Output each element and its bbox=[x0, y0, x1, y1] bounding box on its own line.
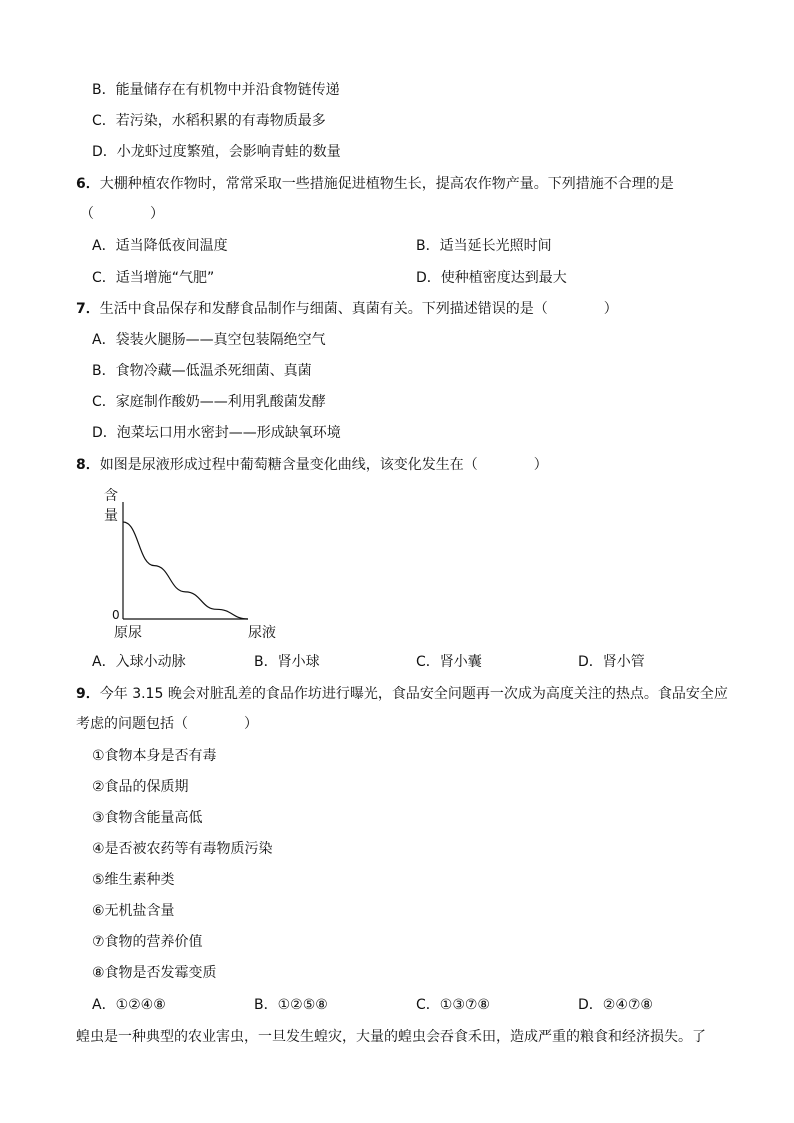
q9-option-a: A．①②④⑧ bbox=[92, 997, 166, 1013]
q9-option-b: B．①②⑤⑧ bbox=[254, 997, 328, 1013]
q6-options-row-2 bbox=[92, 268, 772, 288]
q9-stem-line2: 考虑的问题包括（ ） bbox=[76, 716, 258, 732]
glucose-curve-line bbox=[123, 522, 248, 619]
passage-text: 蝗虫是一种典型的农业害虫，一旦发生蝗灾，大量的蝗虫会吞食禾田，造成严重的粮食和经济损失。了 bbox=[76, 1029, 706, 1045]
q9-stem-text: 今年 3.15 晚会对脏乱差的食品作坊进行曝光，食品安全问题再一次成为高度关注的热点。食品安全应 bbox=[99, 686, 728, 702]
glucose-curve-chart bbox=[98, 486, 298, 644]
q6-stem-text: 大棚种植农作物时，常常采取一些措施促进植物生长，提高农作物产量。下列措施不合理的是 bbox=[99, 176, 674, 192]
q9-number: 9． bbox=[76, 686, 100, 702]
q7-option-b: B．食物冷藏—低温杀死细菌、真菌 bbox=[92, 363, 312, 379]
q8-options-row bbox=[92, 652, 772, 672]
chart-xlabel-start: 原尿 bbox=[114, 625, 142, 641]
chart-ylabel-bottom: 量 bbox=[104, 508, 118, 524]
q6-options-row-1 bbox=[92, 236, 772, 256]
q9-item-5: ⑤维生素种类 bbox=[92, 872, 175, 888]
q8-number: 8． bbox=[76, 457, 100, 473]
q8-option-a: A．入球小动脉 bbox=[92, 654, 186, 670]
chart-ylabel-top: 含 bbox=[104, 488, 118, 504]
chart-xlabel-end: 尿液 bbox=[248, 625, 276, 641]
q8-option-d: D．肾小管 bbox=[578, 654, 645, 670]
q7-option-d: D．泡菜坛口用水密封——形成缺氧环境 bbox=[92, 425, 341, 441]
q6-option-d: D．使种植密度达到最大 bbox=[416, 270, 567, 286]
q9-item-2: ②食品的保质期 bbox=[92, 779, 189, 795]
q9-item-1: ①食物本身是否有毒 bbox=[92, 748, 217, 764]
q8-stem-text: 如图是尿液形成过程中葡萄糖含量变化曲线，该变化发生在（ ） bbox=[99, 457, 548, 473]
q9-stem bbox=[76, 684, 728, 704]
q6-option-b: B．适当延长光照时间 bbox=[416, 238, 552, 254]
q9-options-row bbox=[92, 995, 772, 1015]
q6-stem bbox=[76, 174, 674, 194]
q6-option-c: C．适当增施“气肥” bbox=[92, 270, 215, 286]
q6-blank: （ ） bbox=[80, 206, 164, 222]
q8-option-b: B．肾小球 bbox=[254, 654, 320, 670]
q9-item-7: ⑦食物的营养价值 bbox=[92, 934, 203, 950]
q5-option-d: D．小龙虾过度繁殖，会影响青蛙的数量 bbox=[92, 144, 341, 160]
chart-origin-label: 0 bbox=[112, 608, 120, 622]
q8-option-c: C．肾小囊 bbox=[416, 654, 482, 670]
q9-item-8: ⑧食物是否发霉变质 bbox=[92, 965, 217, 981]
q5-option-c: C．若污染，水稻积累的有毒物质最多 bbox=[92, 113, 326, 129]
q6-number: 6． bbox=[76, 176, 100, 192]
q9-option-d: D．②④⑦⑧ bbox=[578, 997, 653, 1013]
q6-option-a: A．适当降低夜间温度 bbox=[92, 238, 228, 254]
q9-item-3: ③食物含能量高低 bbox=[92, 810, 203, 826]
q5-option-b: B．能量储存在有机物中并沿食物链传递 bbox=[92, 82, 340, 98]
q9-item-4: ④是否被农药等有毒物质污染 bbox=[92, 841, 273, 857]
q9-option-c: C．①③⑦⑧ bbox=[416, 997, 490, 1013]
q7-option-a: A．袋装火腿肠——真空包装隔绝空气 bbox=[92, 332, 326, 348]
q7-option-c: C．家庭制作酸奶——利用乳酸菌发酵 bbox=[92, 394, 326, 410]
q7-stem bbox=[76, 299, 618, 319]
q7-stem-text: 生活中食品保存和发酵食品制作与细菌、真菌有关。下列描述错误的是（ ） bbox=[99, 301, 618, 317]
q7-number: 7． bbox=[76, 301, 100, 317]
q9-item-6: ⑥无机盐含量 bbox=[92, 903, 175, 919]
q8-stem bbox=[76, 455, 548, 475]
